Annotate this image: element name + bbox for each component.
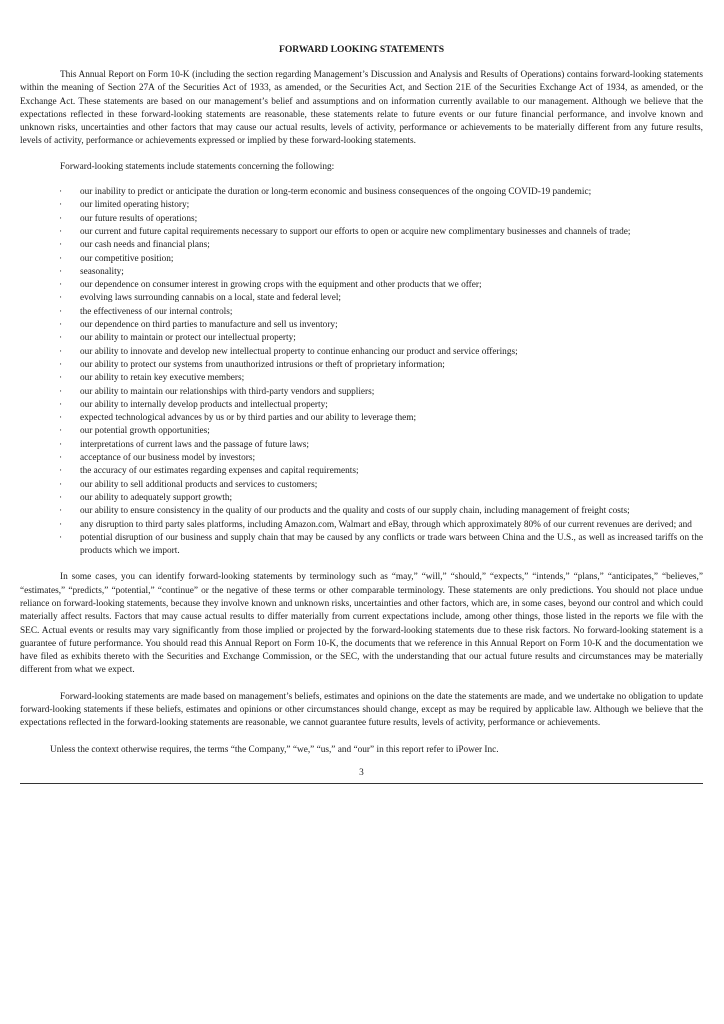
intro-paragraph: This Annual Report on Form 10-K (including the section regarding Management’s Discussion and Analysis and Results of Operations) contains forward-looking statements within the meaning of Section 27A of the Securities Act of 1933, as amended, or the Securities Act, and Section 21E of the Securities Exchange Act of 1934, as amended, or the Exchange Act. These statements are based on our management’s belief and assumptions and on information currently available to our management. Although we believe that the expectations reflected in these forward-looking statements are reasonable, these statements relate to future events or our future financial performance, and involve known and unknown risks, uncertainties and other factors that may cause our actual results, levels of activity, performance or achievements to be materially different from any future results, levels of activity, performance or achievements expressed or implied by these forward-looking statements. [20,70,703,147]
list-item: · our dependence on third parties to manufacture and sell us inventory; [20,319,703,332]
bullet-icon: · [59,200,63,211]
bullet-icon: · [59,532,63,543]
bullet-icon: · [59,453,63,464]
bullet-icon: · [59,439,63,450]
page-number: 3 [359,767,364,778]
list-item: · our ability to maintain or protect our intellectual property; [20,332,703,345]
bullet-icon: · [59,333,63,344]
document-page [20,0,703,784]
list-item: · our ability to maintain our relationships with third-party vendors and suppliers; [20,386,703,399]
terminology-paragraph: In some cases, you can identify forward-looking statements by terminology such as “may,” “will,” “should,” “expects,” “intends,” “plans,” “anticipates,” “believes,” “estimates,” “predicts,” “potential,” “continue” or the negative of these terms or other comparable terminology. These statements are only predictions. You should not place undue reliance on forward-looking statements, because they involve known and unknown risks, uncertainties and other factors, which are, in some cases, beyond our control and which could materially affect results. Factors that may cause actual results to differ materially from current expectations include, among other things, those listed in the reports we file with the SEC. Actual events or results may vary significantly from those implied or projected by the forward-looking statements due to these risk factors. No forward-looking statement is a guarantee of future performance. You should read this Annual Report on Form 10-K, the documents that we reference in this Annual Report on Form 10-K and the documentation we have filed as exhibits thereto with the Securities and Exchange Commission, or the SEC, with the understanding that our actual future results and circumstances may be materially different from what we expect. [20,572,703,676]
bullet-icon: · [59,386,63,397]
bullet-icon: · [59,506,63,517]
list-item: · our competitive position; [20,253,703,266]
list-item: · the effectiveness of our internal controls; [20,306,703,319]
bullet-icon: · [59,479,63,490]
bullet-icon: · [59,293,63,304]
list-item: · the accuracy of our estimates regarding expenses and capital requirements; [20,465,703,478]
list-item: · our dependence on consumer interest in growing crops with the equipment and other products that we offer; [20,279,703,292]
context-paragraph: Unless the context otherwise requires, the terms “the Company,” “we,” “us,” and “our” in this report refer to iPower Inc. [50,744,499,755]
list-item: · our ability to sell additional products and services to customers; [20,479,703,492]
list-item: · our current and future capital requirements necessary to support our efforts to open or acquire new complimentary businesses and channels of trade; [20,226,703,239]
bullet-icon: · [59,213,63,224]
list-item: · our future results of operations; [20,213,703,226]
list-item: · any disruption to third party sales platforms, including Amazon.com, Walmart and eBay, through which approximately 80% of our current revenues are derived; and [20,519,703,532]
list-item: · our limited operating history; [20,199,703,212]
bullet-icon: · [59,346,63,357]
section-title: FORWARD LOOKING STATEMENTS [278,44,445,55]
list-item: · our ability to adequately support growth; [20,492,703,505]
list-item: · interpretations of current laws and the passage of future laws; [20,439,703,452]
list-item: · acceptance of our business model by investors; [20,452,703,465]
list-item: · our ability to protect our systems from unauthorized intrusions or theft of proprietary information; [20,359,703,372]
bullet-icon: · [59,306,63,317]
list-item: · our inability to predict or anticipate the duration or long-term economic and business consequences of the ongoing COVID-19 pandemic; [20,186,703,199]
bullet-icon: · [59,373,63,384]
bullet-icon: · [59,240,63,251]
list-item: · our cash needs and financial plans; [20,239,703,252]
bullet-icon: · [59,426,63,437]
bullet-icon: · [59,226,63,237]
bullet-icon: · [59,519,63,530]
bullet-icon: · [59,187,63,198]
bullet-icon: · [59,280,63,291]
list-item: · our ability to ensure consistency in the quality of our products and the quality and costs of our supply chain, including management of freight costs; [20,505,703,518]
list-item: · evolving laws surrounding cannabis on a local, state and federal level; [20,292,703,305]
forward-looking-list [20,186,703,558]
list-item: · our ability to retain key executive members; [20,372,703,385]
bullet-icon: · [59,359,63,370]
list-lead-paragraph: Forward-looking statements include statements concerning the following: [60,161,335,172]
obligation-paragraph: Forward-looking statements are made based on management’s beliefs, estimates and opinions on the date the statements are made, and we undertake no obligation to update forward-looking statements if these beliefs, estimates and opinions or other circumstances should change, except as may be required by applicable law. Although we believe that the expectations reflected in the forward-looking statements are reasonable, we cannot guarantee future results, levels of activity, performance or achievements. [20,691,703,729]
bullet-icon: · [59,399,63,410]
bullet-icon: · [59,266,63,277]
footer-divider [20,783,703,784]
list-item: · our ability to innovate and develop new intellectual property to continue enhancing our product and service offerings; [20,346,703,359]
list-item: · our ability to internally develop products and intellectual property; [20,399,703,412]
bullet-icon: · [59,413,63,424]
list-item: · our potential growth opportunities; [20,425,703,438]
list-item: · expected technological advances by us or by third parties and our ability to leverage them; [20,412,703,425]
list-item: · potential disruption of our business and supply chain that may be caused by any conflicts or trade wars between China and the U.S., as well as increased tariffs on the products which we import. [59,532,703,557]
bullet-icon: · [59,253,63,264]
bullet-icon: · [59,466,63,477]
bullet-icon: · [59,492,63,503]
list-item: · seasonality; [20,266,703,279]
bullet-icon: · [59,320,63,331]
